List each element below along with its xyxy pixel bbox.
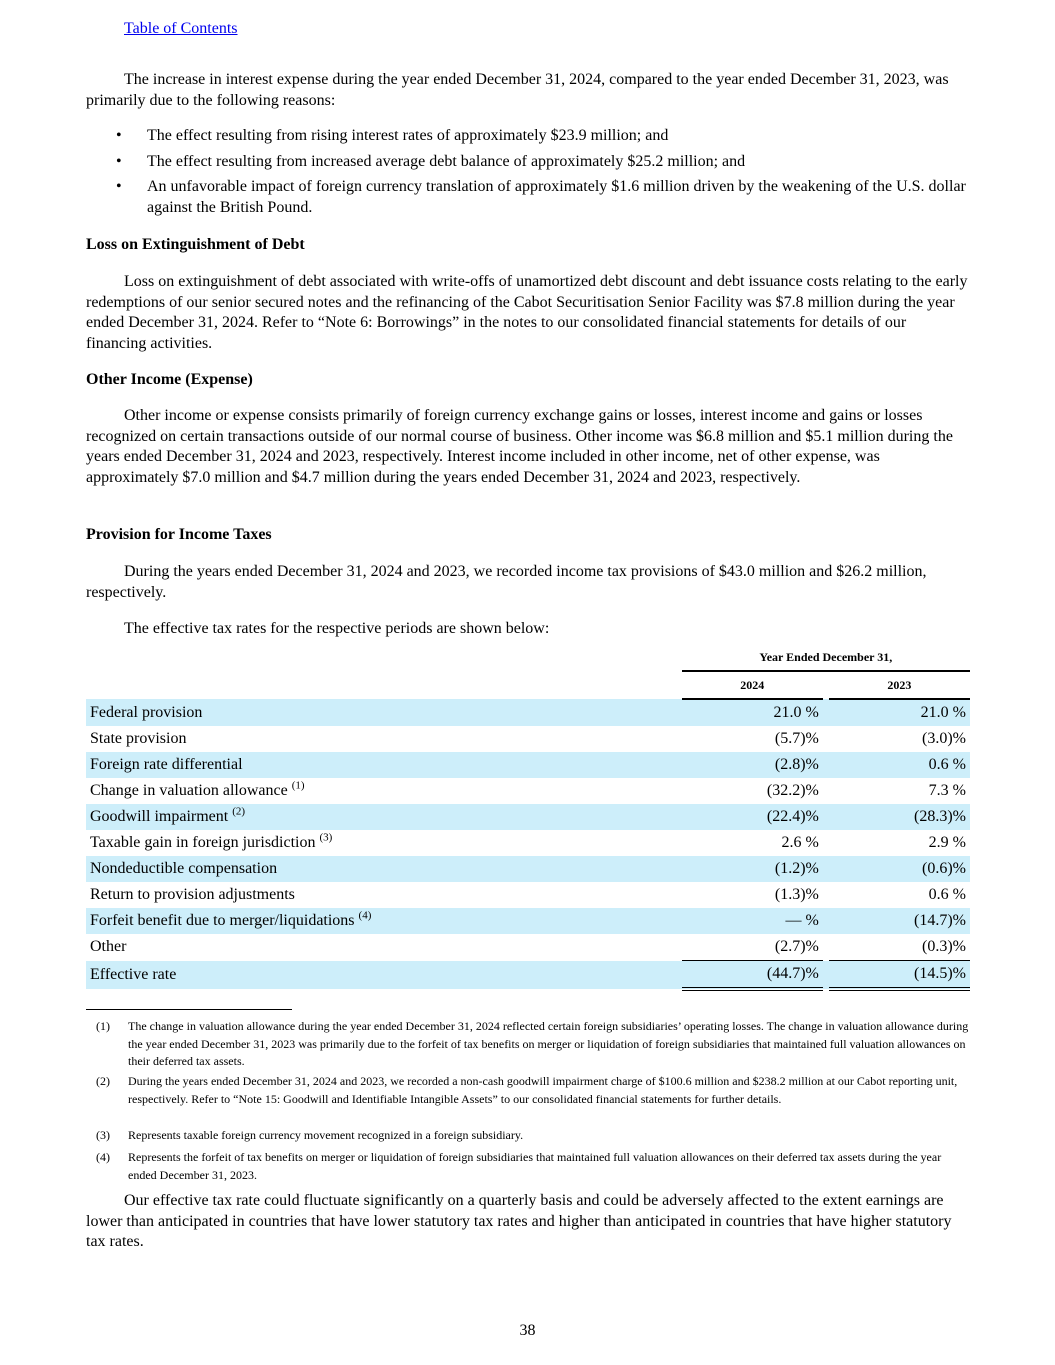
table-years-row: [86, 671, 970, 699]
footnote: (2) During the years ended December 31, 2024 and 2023, we recorded a non-cash goodwill impairment charge of $100.6 million and $238.2 million at our Cabot reporting unit, respectively. Refer to “Note 15: Goodwill and Identifiable Intangible Assets” to our consolidated financial statements for further details.: [96, 1074, 958, 1106]
footnote-ref: (3): [319, 831, 333, 844]
table-header-row: [86, 644, 970, 671]
table-of-contents-link[interactable]: Table of Contents: [124, 20, 238, 37]
intro-paragraph: The increase in interest expense during the year ended December 31, 2024, compared to the year ended December 31, 2023, was primarily due to the following reasons:: [86, 71, 949, 109]
interest-reasons-list: [86, 126, 970, 223]
other-section-title: Other Income (Expense): [86, 371, 253, 388]
list-item: • The effect resulting from increased average debt balance of approximately $25.2 million; and: [86, 152, 970, 173]
table-row: Nondeductible compensation (1.2)% (0.6)%: [86, 856, 970, 882]
provision-section-text: During the years ended December 31, 2024 and 2023, we recorded income tax provisions of $43.0 million and $26.2 million, respectively.: [86, 563, 927, 601]
year-header: Year Ended December 31,: [682, 644, 970, 671]
effective-tax-rate-table: [86, 644, 970, 991]
table-row: Change in valuation allowance $^{(1)}$ (32.2)% 7.3 %: [90, 779, 966, 799]
loss-section-text: Loss on extinguishment of debt associated with write-offs of unamortized debt discount and debt issuance costs relating to the early redemptions of our senior secured notes and the refinancing of the Cabot Securitisation Senior Facility was $7.8 million during the year ended December 31, 2024. Refer to “Note 6: Borrowings” in the notes to our consolidated financial statements for details of our financing activities.: [86, 273, 968, 352]
table-row: Other (2.7)% (0.3)%: [86, 934, 970, 961]
table-row: Foreign rate differential (2.8)% 0.6 %: [86, 752, 970, 778]
table-row: Forfeit benefit due to merger/liquidations $^{(4)}$ — % (14.7)%: [86, 908, 970, 934]
other-section-text: Other income or expense consists primarily of foreign currency exchange gains or losses, interest income and gains or losses recognized on certain transactions outside of our normal course of business. Other income was $6.8 million and $5.1 million during the years ended December 31, 2024 and 2023, respectively. Interest income included in other income, net of other expense, was approximately $7.0 million and $4.7 million during the years ended December 31, 2024 and 2023, respectively.: [86, 407, 953, 486]
footnote-ref: (1): [291, 779, 305, 792]
footnote: (1) The change in valuation allowance during the year ended December 31, 2024 reflected certain foreign subsidiaries’ operating losses. The change in valuation allowance during the year ended December 31, 2023 was primarily due to the forfeit of tax benefits on merger or liquidation of foreign subsidiaries that maintained full valuation allowances on their deferred tax assets.: [96, 1019, 969, 1068]
bullet-icon: •: [116, 152, 122, 170]
bullet-icon: •: [116, 127, 122, 144]
footnote-divider: [86, 1009, 292, 1010]
loss-section-title: Loss on Extinguishment of Debt: [86, 236, 305, 253]
list-item: • An unfavorable impact of foreign currency translation of approximately $1.6 million driven by the weakening of the U.S. dollar against the British Pound.: [116, 178, 966, 216]
column-2023: 2023: [829, 671, 970, 699]
footnote: (4) Represents the forfeit of tax benefits on merger or liquidation of foreign subsidiaries that maintained full valuation allowances on their deferred tax assets during the year ended December 31, 2023.: [96, 1150, 942, 1182]
table-row: Goodwill impairment $^{(2)}$ (22.4)% (28.3)%: [86, 804, 970, 830]
page-number: 38: [519, 1322, 536, 1339]
footnote-ref: (2): [232, 805, 246, 818]
table-row: Taxable gain in foreign jurisdiction $^{(3)}$ 2.6 % 2.9 %: [90, 831, 966, 851]
table-row: Federal provision 21.0 % 21.0 %: [86, 699, 970, 726]
column-2024: 2024: [682, 671, 823, 699]
footnote: (3) Represents taxable foreign currency movement recognized in a foreign subsidiary.: [96, 1128, 524, 1142]
table-row: Return to provision adjustments (1.3)% 0.6 %: [90, 886, 966, 903]
bullet-icon: •: [116, 178, 122, 196]
footnote-ref: (4): [358, 909, 372, 922]
table-row: State provision (5.7)% (3.0)%: [90, 730, 966, 747]
list-item: • The effect resulting from rising interest rates of approximately $23.9 million; and: [86, 126, 970, 147]
provision-section-title: Provision for Income Taxes: [86, 526, 272, 543]
table-intro: The effective tax rates for the respective periods are shown below:: [124, 620, 550, 637]
table-total-row: Effective rate (44.7)% (14.5)%: [86, 961, 970, 990]
closing-paragraph: Our effective tax rate could fluctuate significantly on a quarterly basis and could be adversely affected to the extent earnings are lower than anticipated in countries that have lower statutory tax rates and higher than anticipated in countries that have higher statutory tax rates.: [86, 1192, 952, 1251]
